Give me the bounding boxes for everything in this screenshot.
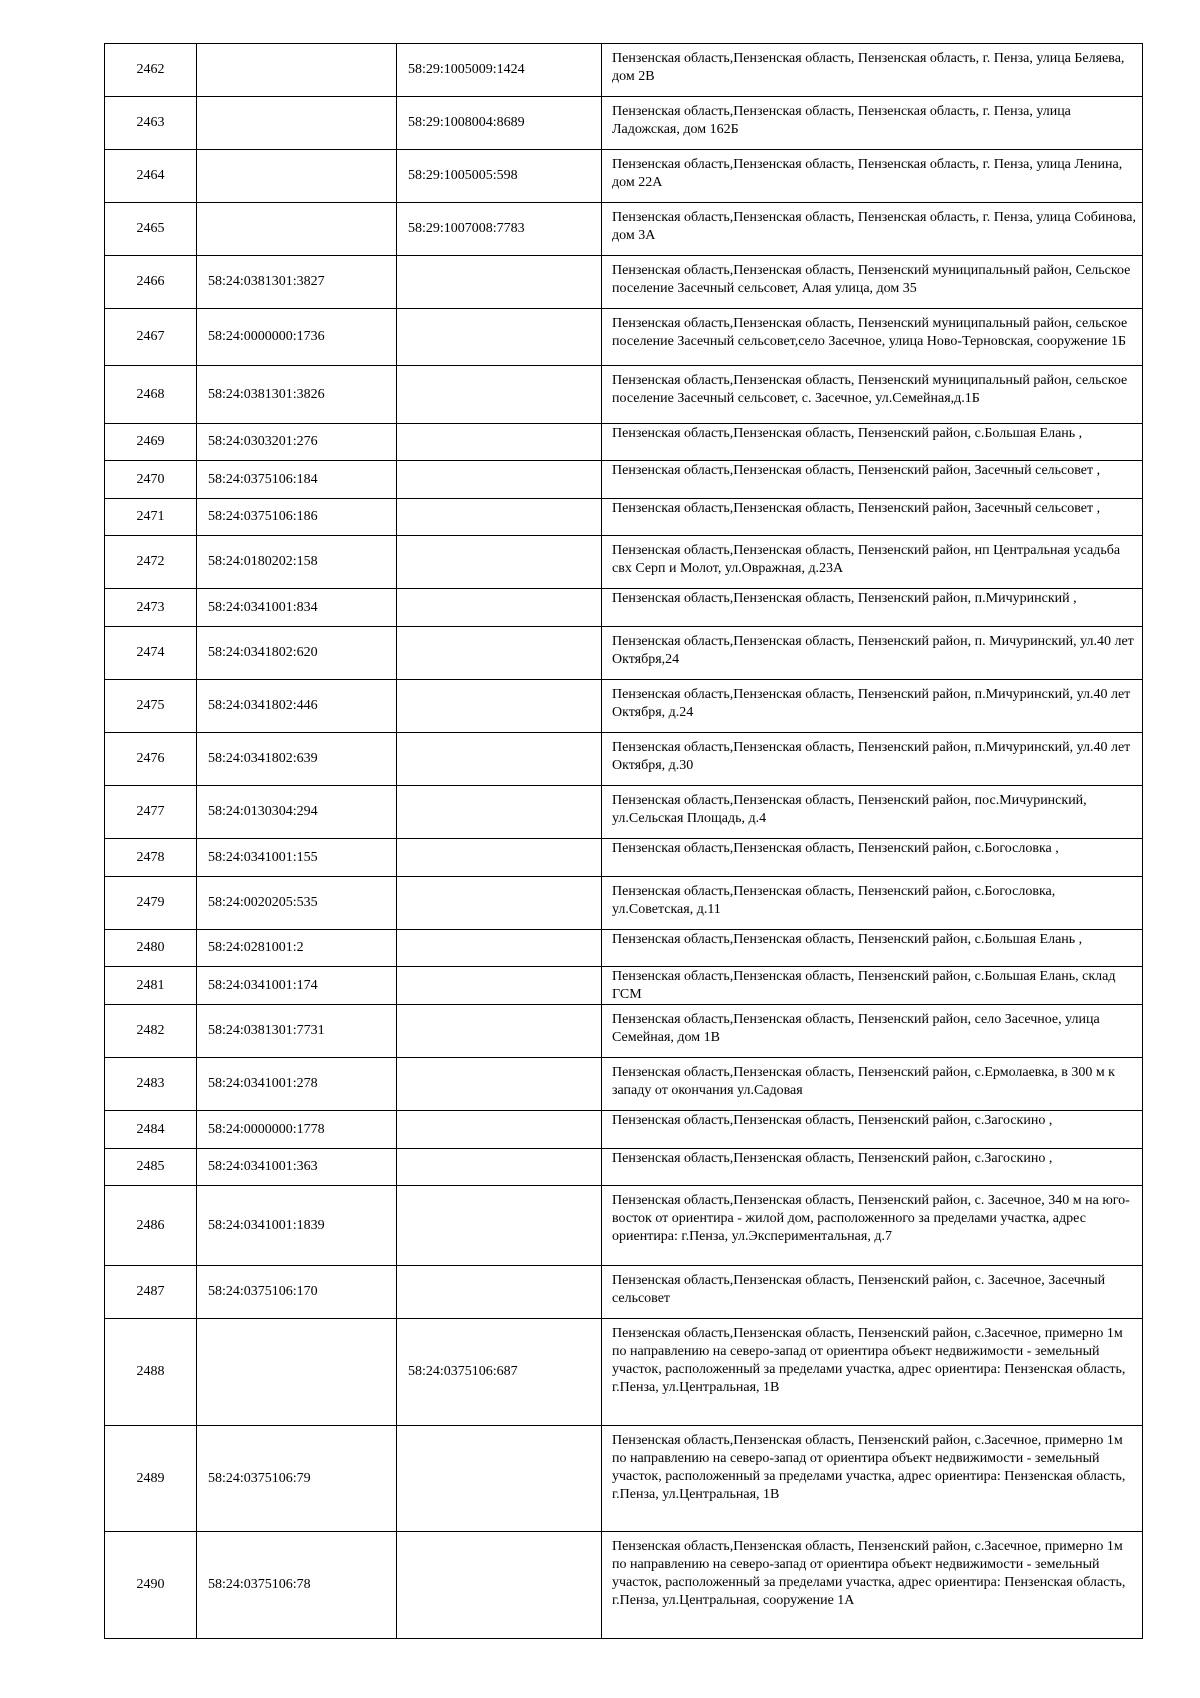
table-row <box>105 1111 1143 1149</box>
parent-cadastral-number-cell <box>397 877 602 930</box>
cadastral-number-cell: 58:24:0341001:834 <box>197 589 397 627</box>
cadastral-number-cell: 58:24:0020205:535 <box>197 877 397 930</box>
table-row <box>105 150 1143 203</box>
table-row <box>105 309 1143 366</box>
parent-cadastral-number-cell <box>397 627 602 680</box>
table-row <box>105 499 1143 536</box>
table-row <box>105 1426 1143 1532</box>
address-cell: Пензенская область,Пензенская область, Пензенский район, п. Мичуринский, ул.40 лет Октября,24 <box>602 627 1143 680</box>
table-row <box>105 1319 1143 1426</box>
row-number-cell: 2465 <box>105 203 197 256</box>
table-row <box>105 203 1143 256</box>
table-row <box>105 589 1143 627</box>
table-body <box>105 44 1143 1639</box>
cadastral-number-cell: 58:24:0180202:158 <box>197 536 397 589</box>
row-number-cell: 2484 <box>105 1111 197 1149</box>
table-row <box>105 366 1143 424</box>
cadastral-table <box>104 43 1143 1639</box>
table-row <box>105 1532 1143 1639</box>
parent-cadastral-number-cell <box>397 366 602 424</box>
parent-cadastral-number-cell: 58:29:1005005:598 <box>397 150 602 203</box>
cadastral-number-cell: 58:24:0130304:294 <box>197 786 397 839</box>
address-cell: Пензенская область,Пензенская область, Пензенский район, с.Засечное, примерно 1м по направлению на северо-запад от ориентира объект недвижимости - земельный участок, расположенный за пределами участка, адрес ориентира: Пензенская область, г.Пенза, ул.Центральная, 1В <box>602 1426 1143 1532</box>
address-cell: Пензенская область,Пензенская область, Пензенский муниципальный район, сельское поселение Засечный сельсовет, с. Засечное, ул.Семейная,д.1Б <box>602 366 1143 424</box>
table-row <box>105 786 1143 839</box>
row-number-cell: 2469 <box>105 424 197 461</box>
address-cell: Пензенская область,Пензенская область, Пензенский район, Засечный сельсовет , <box>602 499 1143 536</box>
parent-cadastral-number-cell <box>397 733 602 786</box>
row-number-cell: 2490 <box>105 1532 197 1639</box>
address-cell: Пензенская область,Пензенская область, Пензенский район, с.Богословка, ул.Советская, д.11 <box>602 877 1143 930</box>
row-number-cell: 2475 <box>105 680 197 733</box>
row-number-cell: 2463 <box>105 97 197 150</box>
cadastral-number-cell: 58:24:0303201:276 <box>197 424 397 461</box>
address-cell: Пензенская область,Пензенская область, Пензенский район, п.Мичуринский, ул.40 лет Октября, д.24 <box>602 680 1143 733</box>
row-number-cell: 2466 <box>105 256 197 309</box>
parent-cadastral-number-cell <box>397 1426 602 1532</box>
row-number-cell: 2476 <box>105 733 197 786</box>
parent-cadastral-number-cell: 58:24:0375106:687 <box>397 1319 602 1426</box>
address-cell: Пензенская область,Пензенская область, Пензенский район, Засечный сельсовет , <box>602 461 1143 499</box>
address-cell: Пензенская область,Пензенская область, Пензенский район, п.Мичуринский , <box>602 589 1143 627</box>
table-row <box>105 256 1143 309</box>
address-cell: Пензенская область,Пензенская область, Пензенский район, с. Засечное, Засечный сельсовет <box>602 1266 1143 1319</box>
cadastral-number-cell: 58:24:0341802:446 <box>197 680 397 733</box>
cadastral-number-cell: 58:24:0281001:2 <box>197 930 397 967</box>
parent-cadastral-number-cell <box>397 424 602 461</box>
parent-cadastral-number-cell <box>397 461 602 499</box>
table-row <box>105 733 1143 786</box>
table-row <box>105 536 1143 589</box>
row-number-cell: 2462 <box>105 44 197 97</box>
parent-cadastral-number-cell <box>397 839 602 877</box>
cadastral-number-cell <box>197 44 397 97</box>
parent-cadastral-number-cell <box>397 1005 602 1058</box>
row-number-cell: 2479 <box>105 877 197 930</box>
row-number-cell: 2471 <box>105 499 197 536</box>
parent-cadastral-number-cell <box>397 1058 602 1111</box>
parent-cadastral-number-cell <box>397 1149 602 1186</box>
parent-cadastral-number-cell <box>397 309 602 366</box>
table-row <box>105 1058 1143 1111</box>
row-number-cell: 2481 <box>105 967 197 1005</box>
cadastral-number-cell: 58:24:0341001:155 <box>197 839 397 877</box>
parent-cadastral-number-cell <box>397 786 602 839</box>
parent-cadastral-number-cell <box>397 499 602 536</box>
parent-cadastral-number-cell <box>397 967 602 1005</box>
parent-cadastral-number-cell <box>397 1266 602 1319</box>
cadastral-number-cell: 58:24:0381301:3827 <box>197 256 397 309</box>
cadastral-number-cell: 58:24:0341001:174 <box>197 967 397 1005</box>
cadastral-number-cell: 58:24:0341001:363 <box>197 1149 397 1186</box>
row-number-cell: 2480 <box>105 930 197 967</box>
cadastral-number-cell: 58:24:0375106:78 <box>197 1532 397 1639</box>
address-cell: Пензенская область,Пензенская область, Пензенский район, с.Большая Елань , <box>602 424 1143 461</box>
row-number-cell: 2483 <box>105 1058 197 1111</box>
parent-cadastral-number-cell <box>397 589 602 627</box>
cadastral-number-cell: 58:24:0341001:1839 <box>197 1186 397 1266</box>
address-cell: Пензенская область,Пензенская область, Пензенский муниципальный район, сельское поселение Засечный сельсовет,село Засечное, улица Ново-Терновская, сооружение 1Б <box>602 309 1143 366</box>
address-cell: Пензенская область,Пензенская область, Пензенский район, с.Загоскино , <box>602 1149 1143 1186</box>
parent-cadastral-number-cell <box>397 1186 602 1266</box>
cadastral-number-cell <box>197 97 397 150</box>
address-cell: Пензенская область,Пензенская область, Пензенский район, село Засечное, улица Семейная, дом 1В <box>602 1005 1143 1058</box>
row-number-cell: 2489 <box>105 1426 197 1532</box>
table-row <box>105 930 1143 967</box>
cadastral-number-cell <box>197 1319 397 1426</box>
table-row <box>105 97 1143 150</box>
table-row <box>105 44 1143 97</box>
row-number-cell: 2477 <box>105 786 197 839</box>
row-number-cell: 2468 <box>105 366 197 424</box>
address-cell: Пензенская область,Пензенская область, Пензенский район, с.Большая Елань, склад ГСМ <box>602 967 1143 1005</box>
row-number-cell: 2486 <box>105 1186 197 1266</box>
table-row <box>105 1149 1143 1186</box>
parent-cadastral-number-cell: 58:29:1005009:1424 <box>397 44 602 97</box>
row-number-cell: 2464 <box>105 150 197 203</box>
row-number-cell: 2467 <box>105 309 197 366</box>
cadastral-number-cell: 58:24:0375106:79 <box>197 1426 397 1532</box>
address-cell: Пензенская область,Пензенская область, Пензенский район, с.Большая Елань , <box>602 930 1143 967</box>
address-cell: Пензенская область,Пензенская область, Пензенский район, с.Загоскино , <box>602 1111 1143 1149</box>
cadastral-number-cell: 58:24:0341001:278 <box>197 1058 397 1111</box>
table-row <box>105 967 1143 1005</box>
address-cell: Пензенская область,Пензенская область, Пензенский район, с.Богословка , <box>602 839 1143 877</box>
address-cell: Пензенская область,Пензенская область, Пензенский район, п.Мичуринский, ул.40 лет Октября, д.30 <box>602 733 1143 786</box>
table-row <box>105 839 1143 877</box>
address-cell: Пензенская область,Пензенская область, Пензенский район, с.Ермолаевка, в 300 м к западу от окончания ул.Садовая <box>602 1058 1143 1111</box>
cadastral-number-cell: 58:24:0000000:1736 <box>197 309 397 366</box>
address-cell: Пензенская область,Пензенская область, Пензенский район, с.Засечное, примерно 1м по направлению на северо-запад от ориентира объект недвижимости - земельный участок, расположенный за пределами участка, адрес ориентира: Пензенская область, г.Пенза, ул.Центральная, сооружение 1А <box>602 1532 1143 1639</box>
parent-cadastral-number-cell: 58:29:1008004:8689 <box>397 97 602 150</box>
address-cell: Пензенская область,Пензенская область, Пензенская область, г. Пенза, улица Беляева, дом 2В <box>602 44 1143 97</box>
parent-cadastral-number-cell <box>397 536 602 589</box>
parent-cadastral-number-cell <box>397 930 602 967</box>
table-row <box>105 877 1143 930</box>
table-row <box>105 461 1143 499</box>
table-row <box>105 424 1143 461</box>
cadastral-number-cell: 58:24:0375106:186 <box>197 499 397 536</box>
row-number-cell: 2487 <box>105 1266 197 1319</box>
address-cell: Пензенская область,Пензенская область, Пензенский район, пос.Мичуринский, ул.Сельская Площадь, д.4 <box>602 786 1143 839</box>
row-number-cell: 2473 <box>105 589 197 627</box>
row-number-cell: 2488 <box>105 1319 197 1426</box>
cadastral-number-cell: 58:24:0341802:620 <box>197 627 397 680</box>
cadastral-number-cell <box>197 203 397 256</box>
row-number-cell: 2474 <box>105 627 197 680</box>
parent-cadastral-number-cell: 58:29:1007008:7783 <box>397 203 602 256</box>
address-cell: Пензенская область,Пензенская область, Пензенский район, с. Засечное, 340 м на юго-восток от ориентира - жилой дом, расположенного за пределами участка, адрес ориентира: г.Пенза, ул.Экспериментальная, д.7 <box>602 1186 1143 1266</box>
address-cell: Пензенская область,Пензенская область, Пензенский муниципальный район, Сельское поселение Засечный сельсовет, Алая улица, дом 35 <box>602 256 1143 309</box>
address-cell: Пензенская область,Пензенская область, Пензенский район, нп Центральная усадьба свх Серп и Молот, ул.Овражная, д.23А <box>602 536 1143 589</box>
row-number-cell: 2472 <box>105 536 197 589</box>
address-cell: Пензенская область,Пензенская область, Пензенский район, с.Засечное, примерно 1м по направлению на северо-запад от ориентира объект недвижимости - земельный участок, расположенный за пределами участка, адрес ориентира: Пензенская область, г.Пенза, ул.Центральная, 1В <box>602 1319 1143 1426</box>
parent-cadastral-number-cell <box>397 1532 602 1639</box>
address-cell: Пензенская область,Пензенская область, Пензенская область, г. Пенза, улица Собинова, дом 3А <box>602 203 1143 256</box>
cadastral-number-cell: 58:24:0341802:639 <box>197 733 397 786</box>
cadastral-number-cell: 58:24:0375106:184 <box>197 461 397 499</box>
table-row <box>105 1186 1143 1266</box>
parent-cadastral-number-cell <box>397 256 602 309</box>
table-row <box>105 627 1143 680</box>
cadastral-number-cell <box>197 150 397 203</box>
cadastral-number-cell: 58:24:0000000:1778 <box>197 1111 397 1149</box>
address-cell: Пензенская область,Пензенская область, Пензенская область, г. Пенза, улица Ладожская, дом 162Б <box>602 97 1143 150</box>
parent-cadastral-number-cell <box>397 680 602 733</box>
cadastral-number-cell: 58:24:0381301:3826 <box>197 366 397 424</box>
cadastral-number-cell: 58:24:0375106:170 <box>197 1266 397 1319</box>
table-row <box>105 1005 1143 1058</box>
row-number-cell: 2470 <box>105 461 197 499</box>
row-number-cell: 2482 <box>105 1005 197 1058</box>
address-cell: Пензенская область,Пензенская область, Пензенская область, г. Пенза, улица Ленина, дом 22А <box>602 150 1143 203</box>
row-number-cell: 2478 <box>105 839 197 877</box>
table-row <box>105 1266 1143 1319</box>
row-number-cell: 2485 <box>105 1149 197 1186</box>
cadastral-number-cell: 58:24:0381301:7731 <box>197 1005 397 1058</box>
table-row <box>105 680 1143 733</box>
parent-cadastral-number-cell <box>397 1111 602 1149</box>
